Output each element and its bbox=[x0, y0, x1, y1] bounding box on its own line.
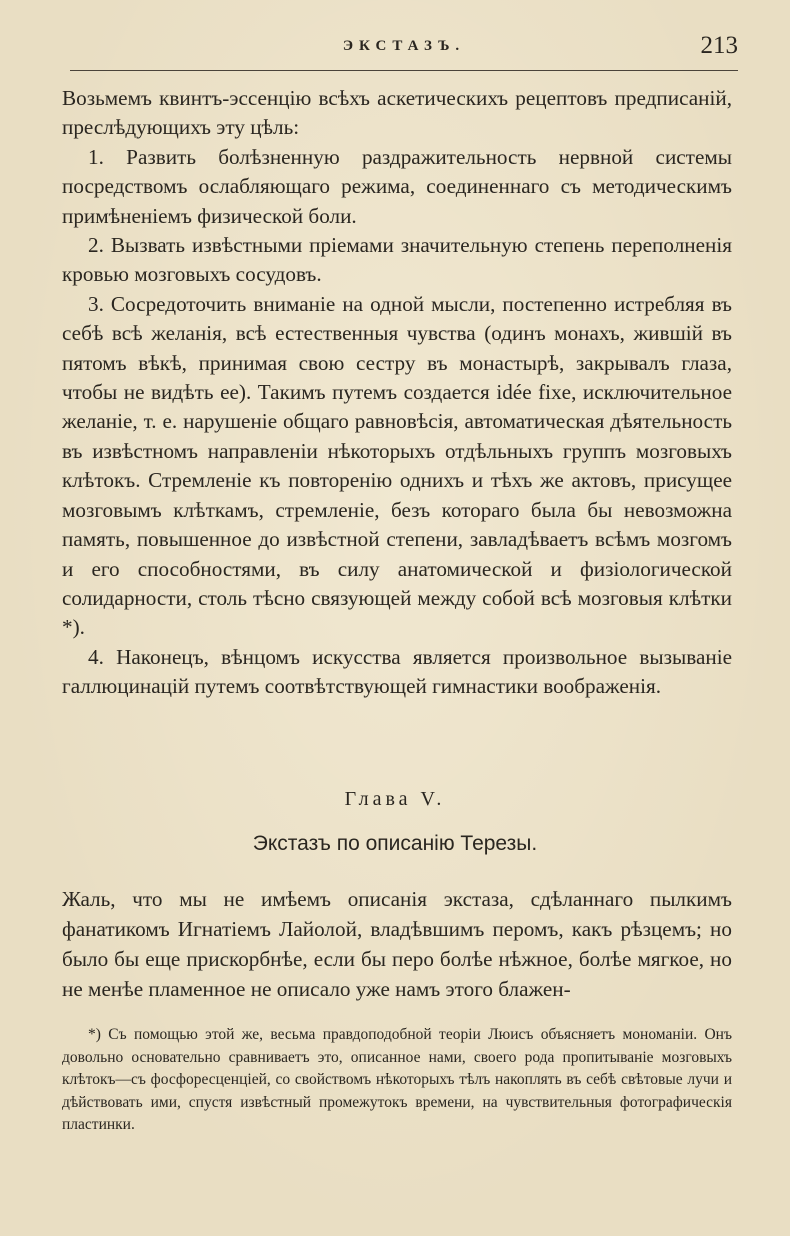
running-header bbox=[70, 30, 738, 71]
chapter-label: Глава V. bbox=[344, 788, 446, 810]
paragraph-point-2: 2. Вызвать извѣстными пріемами значительную степень переполненія кровью мозговыхъ сосудовъ. bbox=[62, 233, 732, 287]
chapter-opening-paragraph: Жаль, что мы не имѣемъ описанія экстаза, сдѣланнаго пылкимъ фанатикомъ Игнатіемъ Лайолой, владѣвшимъ перомъ, какъ рѣзцемъ; но было бы еще прискорбнѣе, если бы перо болѣе нѣжное, болѣе мягкое, но не менѣе пламенное не описало уже намъ этого блажен- bbox=[62, 887, 732, 1001]
footnote bbox=[62, 1024, 732, 1137]
paragraph-point-3: 3. Сосредоточить вниманіе на одной мысли, постепенно истребляя въ себѣ всѣ желанія, всѣ естественныя чувства (одинъ монахъ, жившій въ пятомъ вѣкѣ, принимая свою сестру въ монастырѣ, закрывалъ глаза, чтобы не видѣть ее). Такимъ путемъ создается idée fixe, исключительное желаніе, т. е. нарушеніе общаго равновѣсія, автоматическая дѣятельность въ извѣстномъ направленіи нѣкоторыхъ отдѣльныхъ группъ мозговыхъ клѣтокъ. Стремленіе къ повторенію однихъ и тѣхъ же актовъ, присущее мозговымъ клѣткамъ, стремленіе, безъ котораго была бы невозможна память, повышенное до извѣстной степени, завладѣваетъ всѣмъ мозгомъ и его способностями, въ силу анатомической и физіологической солидарности, столь тѣсно связующей между собой всѣ мозговыя клѣтки *). bbox=[62, 291, 732, 640]
paragraph-point-1: 1. Развить болѣзненную раздражительность нервной системы посредствомъ ослабляющаго режима, соединеннаго съ методическимъ примѣненіемъ физической боли. bbox=[62, 144, 732, 228]
main-text bbox=[62, 84, 732, 702]
paragraph-point-4: 4. Наконецъ, вѣнцомъ искусства является произвольное вызываніе галлюцинацій путемъ соотвѣтствующей гимнастики воображенія. bbox=[62, 644, 732, 699]
paragraph-intro: Возьмемъ квинтъ-эссенцію всѣхъ аскетическихъ рецептовъ предписаній, преслѣдующихъ эту цѣль: bbox=[62, 86, 732, 140]
chapter-opening bbox=[62, 884, 732, 1004]
footnote-text: *) Съ помощью этой же, весьма правдоподобной теоріи Люисъ объясняетъ мономаніи. Онъ довольно основательно сравниваетъ это, описанное нами, своего рода пропитываніе мозговыхъ клѣтокъ—съ фосфоресценціей, со свойствомъ нѣкоторыхъ тѣлъ накоплять въ себѣ свѣтовые лучи и дѣйствовать ими, спустя извѣстный промежутокъ времени, на чувствительныя фотографическія пластинки. bbox=[62, 1026, 732, 1133]
chapter-title: Экстазъ по описанію Терезы. bbox=[252, 832, 538, 855]
page-number: 213 bbox=[700, 32, 738, 59]
running-title: ЭКСТАЗЪ. bbox=[342, 38, 466, 54]
